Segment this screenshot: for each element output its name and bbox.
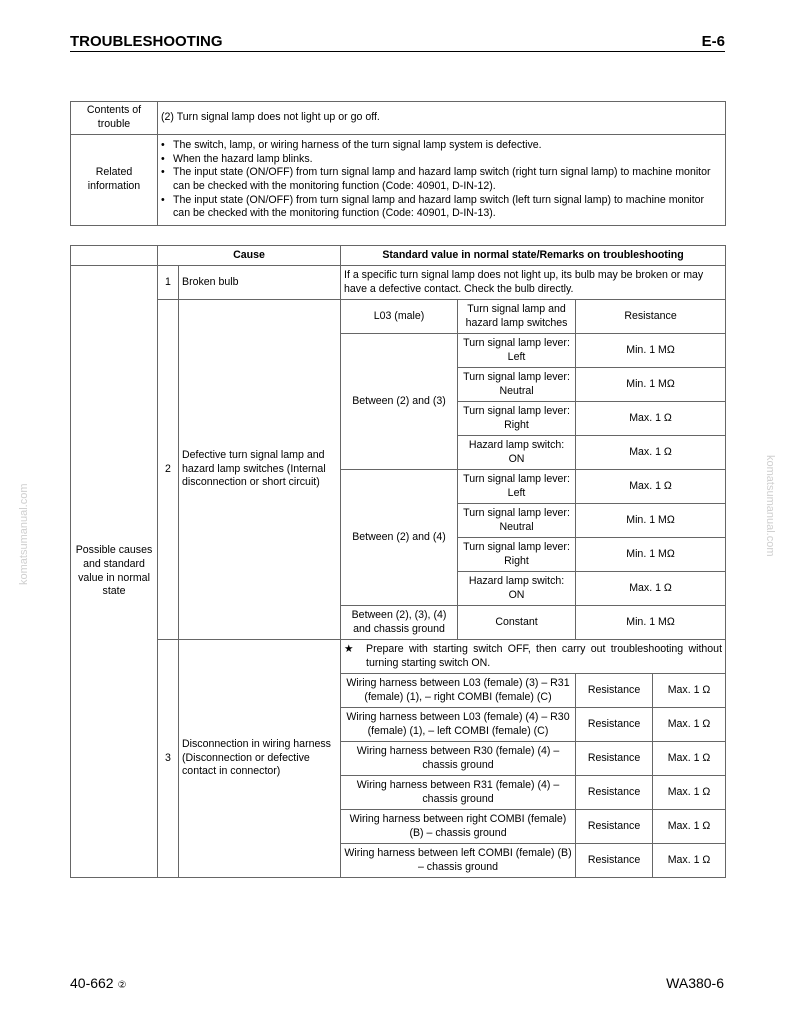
resistance-value: Min. 1 MΩ (576, 334, 726, 368)
measure-type: Resistance (576, 674, 653, 708)
related-label: Related information (71, 135, 158, 226)
harness-path: Wiring harness between L03 (female) (4) – R30 (female) (1), – left COMBI (female) (C) (341, 708, 576, 742)
header-cause: Cause (158, 246, 341, 266)
resistance-value: Max. 1 Ω (576, 402, 726, 436)
measure-type: Resistance (576, 810, 653, 844)
switch-condition: Turn signal lamp lever: Left (458, 470, 576, 504)
contents-value: (2) Turn signal lamp does not light up or go off. (158, 102, 726, 135)
prep-note-cell (341, 640, 726, 674)
related-item: • When the hazard lamp blinks. (161, 153, 722, 167)
col-resistance: Resistance (576, 300, 726, 334)
resistance-value: Min. 1 MΩ (576, 606, 726, 640)
group-between-2-3: Between (2) and (3) (341, 334, 458, 470)
switch-condition: Hazard lamp switch: ON (458, 572, 576, 606)
resistance-value: Max. 1 Ω (576, 436, 726, 470)
resistance-value: Max. 1 Ω (576, 572, 726, 606)
switch-condition: Hazard lamp switch: ON (458, 436, 576, 470)
measure-type: Resistance (576, 776, 653, 810)
contents-label: Contents of trouble (71, 102, 158, 135)
group-chassis-ground: Between (2), (3), (4) and chassis ground (341, 606, 458, 640)
related-list (161, 139, 722, 221)
switch-condition: Constant (458, 606, 576, 640)
related-item: • The input state (ON/OFF) from turn signal lamp and hazard lamp switch (left turn signal lamp) to machine monitor can be checked with the monitoring function (Code: 40901, D-IN-13). (161, 194, 722, 221)
header-rule (70, 51, 725, 52)
footer-page (70, 975, 127, 991)
resistance-value: Max. 1 Ω (653, 674, 726, 708)
switch-condition: Turn signal lamp lever: Left (458, 334, 576, 368)
cause-number: 3 (158, 640, 179, 878)
resistance-value: Min. 1 MΩ (576, 538, 726, 572)
harness-path: Wiring harness between L03 (female) (3) – R31 (female) (1), – right COMBI (female) (C) (341, 674, 576, 708)
resistance-value: Min. 1 MΩ (576, 368, 726, 402)
switch-condition: Turn signal lamp lever: Neutral (458, 368, 576, 402)
resistance-value: Max. 1 Ω (653, 810, 726, 844)
cause-defective-switch: Defective turn signal lamp and hazard lamp switches (Internal disconnection or short circuit) (179, 300, 341, 640)
possible-causes-label: Possible causes and standard value in normal state (71, 266, 158, 878)
section-code: E-6 (701, 33, 725, 50)
harness-path: Wiring harness between left COMBI (female) (B) – chassis ground (341, 844, 576, 878)
related-cell (158, 135, 726, 226)
trouble-info-table (70, 101, 726, 226)
resistance-value: Min. 1 MΩ (576, 504, 726, 538)
header-standard: Standard value in normal state/Remarks on troubleshooting (341, 246, 726, 266)
cause-number: 1 (158, 266, 179, 300)
footer-model: WA380-6 (666, 975, 724, 991)
harness-path: Wiring harness between R30 (female) (4) – chassis ground (341, 742, 576, 776)
header-blank (71, 246, 158, 266)
switch-condition: Turn signal lamp lever: Neutral (458, 504, 576, 538)
group-between-2-4: Between (2) and (4) (341, 470, 458, 606)
watermark-left: komatsumanual.com (18, 483, 30, 585)
cause-number: 2 (158, 300, 179, 640)
col-switch: Turn signal lamp and hazard lamp switches (458, 300, 576, 334)
cause-1-remark: If a specific turn signal lamp does not light up, its bulb may be broken or may have a defective contact. Check the bulb directly. (341, 266, 726, 300)
cause-harness-disconnection: Disconnection in wiring harness (Disconnection or defective contact in connector) (179, 640, 341, 878)
causes-table (70, 245, 726, 878)
resistance-value: Max. 1 Ω (653, 776, 726, 810)
measure-type: Resistance (576, 844, 653, 878)
related-item: • The input state (ON/OFF) from turn signal lamp and hazard lamp switch (right turn signal lamp) to machine monitor can be checked with the monitoring function (Code: 40901, D-IN-12). (161, 166, 722, 193)
watermark-right: komatsumanual.com (764, 455, 776, 557)
resistance-value: Max. 1 Ω (576, 470, 726, 504)
cause-broken-bulb: Broken bulb (179, 266, 341, 300)
page-title: TROUBLESHOOTING (70, 33, 223, 50)
resistance-value: Max. 1 Ω (653, 742, 726, 776)
resistance-value: Max. 1 Ω (653, 844, 726, 878)
page-number: 40-662 (70, 975, 114, 991)
harness-path: Wiring harness between right COMBI (female) (B) – chassis ground (341, 810, 576, 844)
resistance-value: Max. 1 Ω (653, 708, 726, 742)
col-connector: L03 (male) (341, 300, 458, 334)
measure-type: Resistance (576, 742, 653, 776)
harness-path: Wiring harness between R31 (female) (4) – chassis ground (341, 776, 576, 810)
switch-condition: Turn signal lamp lever: Right (458, 538, 576, 572)
revision-mark: ② (117, 980, 127, 991)
switch-condition: Turn signal lamp lever: Right (458, 402, 576, 436)
measure-type: Resistance (576, 708, 653, 742)
prep-note: ★ Prepare with starting switch OFF, then carry out troubleshooting without turning starting switch ON. (344, 643, 722, 670)
related-item: • The switch, lamp, or wiring harness of the turn signal lamp system is defective. (161, 139, 722, 153)
